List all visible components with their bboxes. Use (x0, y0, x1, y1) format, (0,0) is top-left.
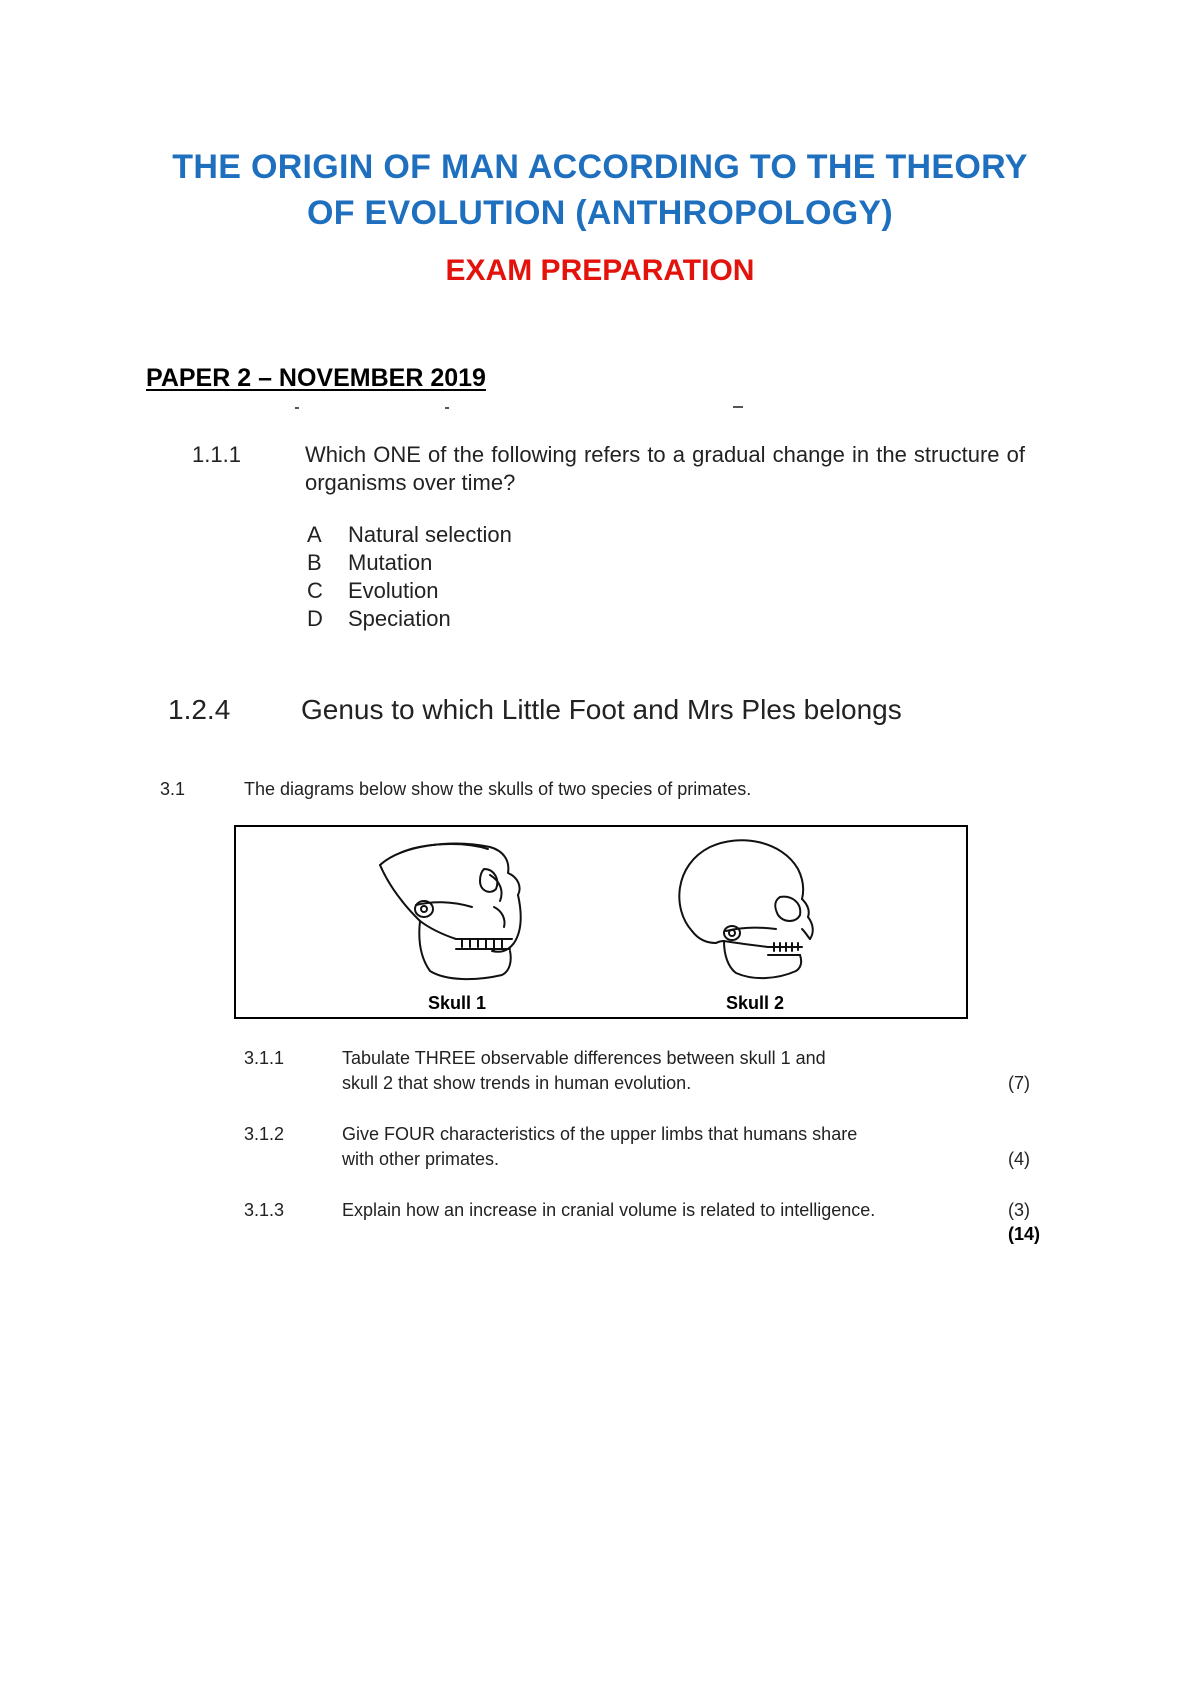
option-text: Speciation (348, 606, 451, 631)
option-text: Mutation (348, 550, 433, 575)
question-number: 1.2.4 (168, 694, 231, 725)
cropped-text-remnant (295, 404, 755, 412)
skull-2-label: Skull 2 (726, 993, 785, 1013)
question-text: Which ONE of the following refers to a gradual change in the structure of organisms over time? (305, 442, 1025, 495)
question-number: 1.1.1 (192, 442, 241, 467)
subquestion-number: 3.1.1 (244, 1048, 285, 1068)
subquestion-number: 3.1.2 (244, 1124, 285, 1144)
document-title-line-1: THE ORIGIN OF MAN ACCORDING TO THE THEORY (172, 148, 1028, 186)
marks-allocation: (3) (1008, 1200, 1030, 1220)
option-letter: A (307, 522, 322, 547)
paper-heading: PAPER 2 – NOVEMBER 2019 (146, 364, 486, 392)
subquestion-number: 3.1.3 (244, 1200, 285, 1220)
skull-1-drawing (372, 835, 532, 985)
subquestion-text-line-1: Give FOUR characteristics of the upper limbs that humans share (342, 1124, 858, 1144)
option-letter: C (307, 578, 323, 603)
subquestion-text-line-1: Tabulate THREE observable differences between skull 1 and (342, 1048, 826, 1068)
subquestion-text-line-2: with other primates. (342, 1149, 500, 1169)
total-marks: (14) (1007, 1224, 1040, 1244)
option-letter: B (307, 550, 322, 575)
skull-1-label: Skull 1 (428, 993, 487, 1013)
document-title-line-2: OF EVOLUTION (ANTHROPOLOGY) (306, 194, 894, 232)
option-text: Evolution (348, 578, 439, 603)
marks-allocation: (7) (1008, 1073, 1030, 1093)
subquestion-text-line-1: Explain how an increase in cranial volume is related to intelligence. (342, 1200, 876, 1220)
option-letter: D (307, 606, 323, 631)
question-number: 3.1 (160, 779, 186, 799)
subquestion-text-line-2: skull 2 that show trends in human evolution. (342, 1073, 692, 1093)
question-text: The diagrams below show the skulls of two species of primates. (244, 779, 752, 799)
document-subtitle: EXAM PREPARATION (445, 254, 755, 287)
marks-allocation: (4) (1008, 1149, 1030, 1169)
skull-2-drawing (670, 835, 820, 985)
option-text: Natural selection (348, 522, 512, 547)
question-text: Genus to which Little Foot and Mrs Ples belongs (301, 694, 902, 725)
skull-figure (234, 825, 968, 1019)
